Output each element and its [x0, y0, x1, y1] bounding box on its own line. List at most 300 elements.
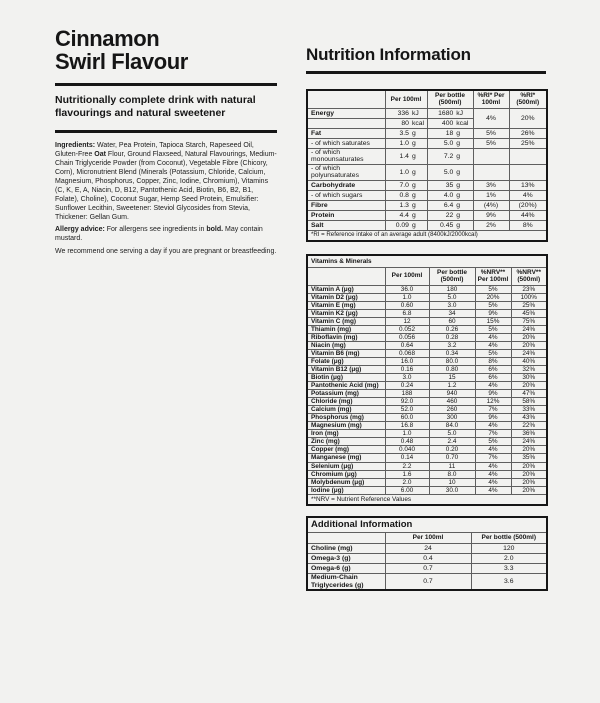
nutrient-row — [307, 164, 547, 180]
additional-row — [307, 554, 547, 564]
nrv-per-100ml: 4% — [475, 462, 511, 470]
allergy-text-1: For allergens see ingredients in — [104, 226, 207, 234]
vitamin-row — [307, 454, 547, 462]
value-per-bottle: 0.28 — [429, 333, 475, 341]
value-per-100ml: 0.60 — [385, 301, 429, 309]
value-per-bottle: 3.6 — [471, 574, 547, 590]
vitamins-section-title: Vitamins & Minerals — [307, 255, 547, 268]
ri-per-100ml: 5% — [473, 138, 509, 148]
nrv-per-bottle: 20% — [511, 478, 547, 486]
row-label: Omega-3 (g) — [307, 554, 385, 564]
ri-per-100ml — [473, 148, 509, 164]
divider-rule — [306, 71, 546, 74]
product-subtitle: Nutritionally complete drink with natural flavourings and natural sweetener — [55, 93, 256, 120]
additional-row — [307, 574, 547, 590]
header-nrv-500ml: %NRV** (500ml) — [511, 267, 547, 285]
nrv-per-100ml: 20% — [475, 293, 511, 301]
nutrient-row — [307, 180, 547, 190]
unit: g — [456, 191, 461, 199]
row-label: Carbohydrate — [307, 180, 385, 190]
value-per-100ml — [385, 190, 427, 200]
vitamin-row — [307, 293, 547, 301]
allergy-text-2: May contain mustard. — [55, 226, 263, 243]
value-per-100ml: 0.48 — [385, 438, 429, 446]
value: 4.4 — [399, 211, 409, 219]
row-label: Choline (mg) — [307, 544, 385, 554]
ri-footnote-row — [307, 230, 547, 240]
unit: g — [456, 201, 461, 209]
value: 336 — [397, 109, 409, 117]
row-label: Magnesium (mg) — [307, 422, 385, 430]
value-per-bottle: 2.4 — [429, 438, 475, 446]
unit: g — [411, 129, 416, 137]
row-label: - of which sugars — [307, 190, 385, 200]
additional-header-row — [307, 533, 547, 544]
nrv-per-bottle: 24% — [511, 438, 547, 446]
additional-information-table — [306, 516, 548, 591]
nrv-per-100ml: 9% — [475, 390, 511, 398]
unit: g — [456, 221, 461, 229]
nrv-per-100ml: 4% — [475, 341, 511, 349]
value-per-100ml: 0.16 — [385, 365, 429, 373]
energy-kcal-per-100ml — [385, 118, 427, 128]
nrv-per-bottle: 30% — [511, 374, 547, 382]
additional-row — [307, 544, 547, 554]
value-per-bottle: 2.0 — [471, 554, 547, 564]
nutrient-row — [307, 190, 547, 200]
vitamin-row — [307, 422, 547, 430]
vitamin-row — [307, 446, 547, 454]
value-per-100ml — [385, 164, 427, 180]
value: 0.09 — [395, 221, 409, 229]
vitamin-row — [307, 341, 547, 349]
header-blank-cell — [307, 267, 385, 285]
row-label: Biotin (μg) — [307, 374, 385, 382]
value-per-100ml: 16.8 — [385, 422, 429, 430]
nrv-footnote-row — [307, 494, 547, 505]
vitamin-row — [307, 478, 547, 486]
row-label: Fat — [307, 128, 385, 138]
value: 400 — [441, 119, 454, 127]
value-per-bottle: 10 — [429, 478, 475, 486]
value-per-100ml — [385, 148, 427, 164]
vitamin-row — [307, 357, 547, 365]
value-per-100ml — [385, 128, 427, 138]
vitamin-row — [307, 390, 547, 398]
ingredients-paragraph — [55, 141, 277, 223]
row-label: Vitamin E (mg) — [307, 301, 385, 309]
value-per-100ml: 2.2 — [385, 462, 429, 470]
value-per-bottle: 3.2 — [429, 341, 475, 349]
nrv-per-100ml: 4% — [475, 486, 511, 494]
row-label-blank — [307, 118, 385, 128]
value-per-100ml: 0.24 — [385, 382, 429, 390]
value-per-100ml: 6.00 — [385, 486, 429, 494]
value-per-bottle: 34 — [429, 309, 475, 317]
unit: g — [411, 139, 416, 147]
value: 35 — [445, 181, 454, 189]
value-per-bottle: 300 — [429, 414, 475, 422]
nrv-per-100ml: 5% — [475, 438, 511, 446]
nrv-per-bottle: 47% — [511, 390, 547, 398]
value-per-100ml: 0.068 — [385, 349, 429, 357]
unit: kJ — [411, 109, 419, 117]
row-label: Molybdenum (μg) — [307, 478, 385, 486]
unit: g — [411, 221, 416, 229]
row-label: Thiamin (mg) — [307, 325, 385, 333]
ri-per-bottle: 26% — [509, 128, 547, 138]
vitamin-row — [307, 470, 547, 478]
ri-per-100ml: 3% — [473, 180, 509, 190]
value-per-100ml: 60.0 — [385, 414, 429, 422]
ri-per-bottle: 13% — [509, 180, 547, 190]
header-per-100ml: Per 100ml — [385, 267, 429, 285]
nrv-per-100ml: 9% — [475, 309, 511, 317]
row-label: Pantothenic Acid (mg) — [307, 382, 385, 390]
nrv-per-100ml: 4% — [475, 422, 511, 430]
value-per-bottle: 15 — [429, 374, 475, 382]
ingredients-text-1: Water, Pea Protein, Tapioca Starch, Rapeseed Oil, Gluten-Free — [55, 141, 254, 158]
value-per-bottle: 5.0 — [429, 293, 475, 301]
row-label: Chromium (μg) — [307, 470, 385, 478]
vitamin-row — [307, 462, 547, 470]
vitamins-header-row — [307, 267, 547, 285]
ri-per-bottle: 4% — [509, 190, 547, 200]
row-label: Vitamin K2 (μg) — [307, 309, 385, 317]
vitamin-row — [307, 398, 547, 406]
ingredients-label: Ingredients: — [55, 141, 96, 149]
divider-rule — [55, 83, 277, 86]
pregnancy-advice-line: We recommend one serving a day if you are pregnant or breastfeeding. — [55, 247, 277, 255]
value: 1680 — [438, 109, 454, 117]
vitamin-row — [307, 333, 547, 341]
nrv-per-bottle: 40% — [511, 357, 547, 365]
header-ri-per-100ml: %RI* Per 100ml — [473, 90, 509, 108]
value-per-bottle: 1.2 — [429, 382, 475, 390]
nrv-per-bottle: 22% — [511, 422, 547, 430]
value-per-bottle: 30.0 — [429, 486, 475, 494]
nrv-per-bottle: 100% — [511, 293, 547, 301]
value-per-bottle — [427, 180, 473, 190]
value-per-bottle: 3.3 — [471, 564, 547, 574]
energy-kcal-per-bottle — [427, 118, 473, 128]
row-label: Medium-Chain Triglycerides (g) — [307, 574, 385, 590]
value-per-bottle: 84.0 — [429, 422, 475, 430]
value-per-bottle — [427, 220, 473, 230]
row-label: Iron (mg) — [307, 430, 385, 438]
row-label: - of which monounsaturates — [307, 148, 385, 164]
value-per-100ml: 1.6 — [385, 470, 429, 478]
nrv-per-bottle: 58% — [511, 398, 547, 406]
unit: g — [411, 168, 416, 176]
allergy-paragraph — [55, 225, 277, 243]
nrv-per-bottle: 24% — [511, 325, 547, 333]
unit: kcal — [456, 119, 469, 127]
main-table-header-row — [307, 90, 547, 108]
nrv-per-bottle: 23% — [511, 285, 547, 293]
value-per-100ml: 0.7 — [385, 564, 471, 574]
ri-per-bottle: 25% — [509, 138, 547, 148]
nrv-per-100ml: 5% — [475, 325, 511, 333]
unit: g — [456, 129, 461, 137]
row-label: Copper (mg) — [307, 446, 385, 454]
value: 1.4 — [399, 152, 409, 160]
row-label: Potassium (mg) — [307, 390, 385, 398]
nrv-footnote: **NRV = Nutrient Reference Values — [307, 494, 547, 505]
value-per-100ml — [385, 138, 427, 148]
row-label: Riboflavin (mg) — [307, 333, 385, 341]
unit: g — [456, 168, 461, 176]
value-per-bottle: 460 — [429, 398, 475, 406]
vitamins-minerals-table — [306, 254, 548, 506]
value: 1.3 — [399, 201, 409, 209]
row-label: Vitamin C (mg) — [307, 317, 385, 325]
row-label: Folate (μg) — [307, 357, 385, 365]
value: 5.0 — [443, 139, 454, 147]
value-per-bottle: 180 — [429, 285, 475, 293]
energy-kj-per-100ml — [385, 108, 427, 118]
header-blank-cell — [307, 533, 385, 544]
nrv-per-100ml: 4% — [475, 470, 511, 478]
nrv-per-bottle: 33% — [511, 406, 547, 414]
row-label: Omega-6 (g) — [307, 564, 385, 574]
nrv-per-100ml: 8% — [475, 357, 511, 365]
nrv-per-100ml: 9% — [475, 414, 511, 422]
value-per-100ml: 12 — [385, 317, 429, 325]
value-per-bottle: 0.20 — [429, 446, 475, 454]
value-per-100ml: 0.4 — [385, 554, 471, 564]
value: 3.5 — [399, 129, 409, 137]
nrv-per-100ml: 4% — [475, 446, 511, 454]
nrv-per-100ml: 4% — [475, 333, 511, 341]
nrv-per-bottle: 20% — [511, 486, 547, 494]
row-label: Vitamin D2 (μg) — [307, 293, 385, 301]
vitamin-row — [307, 285, 547, 293]
value-per-bottle: 120 — [471, 544, 547, 554]
unit: kJ — [456, 109, 464, 117]
value-per-100ml — [385, 220, 427, 230]
nutrition-panel — [306, 45, 546, 591]
row-label: Niacin (mg) — [307, 341, 385, 349]
nrv-per-100ml: 6% — [475, 365, 511, 373]
header-per-100ml: Per 100ml — [385, 90, 427, 108]
nrv-per-bottle: 43% — [511, 414, 547, 422]
product-info-panel — [55, 27, 277, 259]
value-per-bottle — [427, 190, 473, 200]
value: 7.2 — [443, 152, 454, 160]
nrv-per-bottle: 20% — [511, 470, 547, 478]
ri-per-100ml: 9% — [473, 210, 509, 220]
value-per-bottle: 940 — [429, 390, 475, 398]
row-label: Fibre — [307, 200, 385, 210]
nrv-per-bottle: 20% — [511, 341, 547, 349]
vitamin-row — [307, 486, 547, 494]
value-per-100ml: 92.0 — [385, 398, 429, 406]
nutrient-row — [307, 220, 547, 230]
row-label: Calcium (mg) — [307, 406, 385, 414]
ingredients-block — [55, 141, 277, 256]
vitamins-section-title-row — [307, 255, 547, 268]
ri-per-bottle: (20%) — [509, 200, 547, 210]
value-per-100ml: 36.0 — [385, 285, 429, 293]
divider-rule — [55, 130, 277, 133]
vitamin-row — [307, 438, 547, 446]
ri-per-100ml — [473, 164, 509, 180]
energy-kj-per-bottle — [427, 108, 473, 118]
ri-per-100ml: 2% — [473, 220, 509, 230]
nutrient-row — [307, 138, 547, 148]
vitamin-row — [307, 414, 547, 422]
value: 0.45 — [440, 221, 454, 229]
unit: g — [411, 201, 416, 209]
main-table-body — [307, 128, 547, 230]
additional-section-title-row — [307, 517, 547, 533]
header-per-bottle: Per bottle (500ml) — [427, 90, 473, 108]
value-per-bottle: 80.0 — [429, 357, 475, 365]
row-label: Vitamin A (μg) — [307, 285, 385, 293]
nutrient-row — [307, 128, 547, 138]
value-per-100ml: 0.040 — [385, 446, 429, 454]
ri-per-100ml: 5% — [473, 128, 509, 138]
value-per-100ml: 2.0 — [385, 478, 429, 486]
value: 5.0 — [443, 168, 454, 176]
value: 4.0 — [443, 191, 454, 199]
value-per-bottle — [427, 128, 473, 138]
vitamin-row — [307, 309, 547, 317]
row-label: Selenium (μg) — [307, 462, 385, 470]
row-label: Vitamin B6 (mg) — [307, 349, 385, 357]
unit: g — [411, 191, 416, 199]
ri-per-100ml: 1% — [473, 190, 509, 200]
additional-row — [307, 564, 547, 574]
value-per-100ml: 0.056 — [385, 333, 429, 341]
unit: g — [456, 211, 461, 219]
value-per-100ml — [385, 200, 427, 210]
row-label: Phosphorus (mg) — [307, 414, 385, 422]
nrv-per-100ml: 4% — [475, 478, 511, 486]
nrv-per-bottle: 45% — [511, 309, 547, 317]
vitamin-row — [307, 382, 547, 390]
value-per-bottle: 260 — [429, 406, 475, 414]
nrv-per-bottle: 36% — [511, 430, 547, 438]
additional-section-title: Additional Information — [307, 517, 547, 533]
nutrient-row — [307, 200, 547, 210]
value-per-100ml: 1.0 — [385, 430, 429, 438]
row-label: Zinc (mg) — [307, 438, 385, 446]
value-per-100ml: 52.0 — [385, 406, 429, 414]
ingredients-text-2: Flour, Ground Flaxseed, Natural Flavourings, Medium-Chain Triglyceride Powder (from Coconut), Vegetable Fibre (Chicory, Corn), Micronutrient Blend (Minerals (Potassium, Chloride, Calcium, Magnesium, Phosphorus, Copper, Zinc, Iodine, Chromium), Vitamins (C, K, E, A, Niacin, D, B12, Pantothenic Acid, Biotin, B6, B2, B1, Folate), Choline), Coconut Sugar, Hemp Seed Protein, Emulsifier: Sunflower Lecithin, Sweetener: Steviol Glycosides from Stevia, Thickener: Gellan Gum. — [55, 150, 277, 222]
ri-footnote: *RI = Reference intake of an average adult (8400kJ/2000kcal) — [307, 230, 547, 240]
unit: g — [411, 211, 416, 219]
value-per-100ml: 188 — [385, 390, 429, 398]
value-per-100ml — [385, 210, 427, 220]
header-per-bottle: Per bottle (500ml) — [471, 533, 547, 544]
header-per-100ml: Per 100ml — [385, 533, 471, 544]
nrv-per-100ml: 15% — [475, 317, 511, 325]
product-title-line1: Cinnamon — [55, 26, 160, 51]
value-per-bottle: 3.0 — [429, 301, 475, 309]
product-title — [55, 27, 277, 74]
row-label: Salt — [307, 220, 385, 230]
allergy-bold-word: bold. — [206, 226, 224, 234]
product-title-line2: Swirl Flavour — [55, 49, 188, 75]
header-nrv-per-100ml: %NRV** Per 100ml — [475, 267, 511, 285]
value-per-100ml: 1.0 — [385, 293, 429, 301]
header-blank-cell — [307, 90, 385, 108]
vitamin-row — [307, 374, 547, 382]
nrv-per-bottle: 20% — [511, 446, 547, 454]
energy-ri-per-100ml: 4% — [473, 108, 509, 128]
allergy-label: Allergy advice: — [55, 226, 105, 234]
value-per-100ml: 16.0 — [385, 357, 429, 365]
value-per-bottle: 0.70 — [429, 454, 475, 462]
value: 6.4 — [443, 201, 454, 209]
nrv-per-100ml: 6% — [475, 374, 511, 382]
nrv-per-bottle: 32% — [511, 365, 547, 373]
additional-table-body — [307, 544, 547, 590]
value-per-bottle: 60 — [429, 317, 475, 325]
row-label: Manganese (mg) — [307, 454, 385, 462]
value: 18 — [445, 129, 454, 137]
value-per-100ml: 0.64 — [385, 341, 429, 349]
nrv-per-bottle: 25% — [511, 301, 547, 309]
unit: g — [456, 181, 461, 189]
nutrient-row — [307, 148, 547, 164]
value: 7.0 — [399, 181, 409, 189]
nrv-per-100ml: 7% — [475, 406, 511, 414]
value-per-bottle: 0.34 — [429, 349, 475, 357]
row-label: Chloride (mg) — [307, 398, 385, 406]
value-per-bottle: 8.0 — [429, 470, 475, 478]
ingredients-allergen-bold: Oat — [94, 150, 106, 158]
energy-row-kj — [307, 108, 547, 118]
value-per-100ml: 0.7 — [385, 574, 471, 590]
value-per-bottle: 5.0 — [429, 430, 475, 438]
unit: g — [456, 152, 461, 160]
unit: g — [456, 139, 461, 147]
nrv-per-100ml: 7% — [475, 454, 511, 462]
main-nutrition-table — [306, 89, 548, 242]
nutrition-heading: Nutrition Information — [306, 45, 471, 64]
nrv-per-100ml: 4% — [475, 382, 511, 390]
ri-per-bottle: 44% — [509, 210, 547, 220]
vitamin-row — [307, 430, 547, 438]
ri-per-bottle — [509, 164, 547, 180]
unit: g — [411, 152, 416, 160]
nrv-per-100ml: 12% — [475, 398, 511, 406]
vitamin-row — [307, 325, 547, 333]
value: 1.0 — [399, 168, 409, 176]
row-label: Energy — [307, 108, 385, 118]
value-per-bottle — [427, 164, 473, 180]
nrv-per-100ml: 5% — [475, 349, 511, 357]
value: 0.8 — [399, 191, 409, 199]
header-ri-500ml: %RI* (500ml) — [509, 90, 547, 108]
row-label: Iodine (μg) — [307, 486, 385, 494]
value-per-100ml: 0.14 — [385, 454, 429, 462]
value-per-100ml: 3.0 — [385, 374, 429, 382]
value-per-100ml: 0.052 — [385, 325, 429, 333]
row-label: Vitamin B12 (μg) — [307, 365, 385, 373]
ri-per-100ml: (4%) — [473, 200, 509, 210]
nutrient-row — [307, 210, 547, 220]
unit: g — [411, 181, 416, 189]
row-label: Protein — [307, 210, 385, 220]
value: 22 — [445, 211, 454, 219]
row-label: - of which polyunsaturates — [307, 164, 385, 180]
value-per-bottle — [427, 210, 473, 220]
vitamin-row — [307, 349, 547, 357]
